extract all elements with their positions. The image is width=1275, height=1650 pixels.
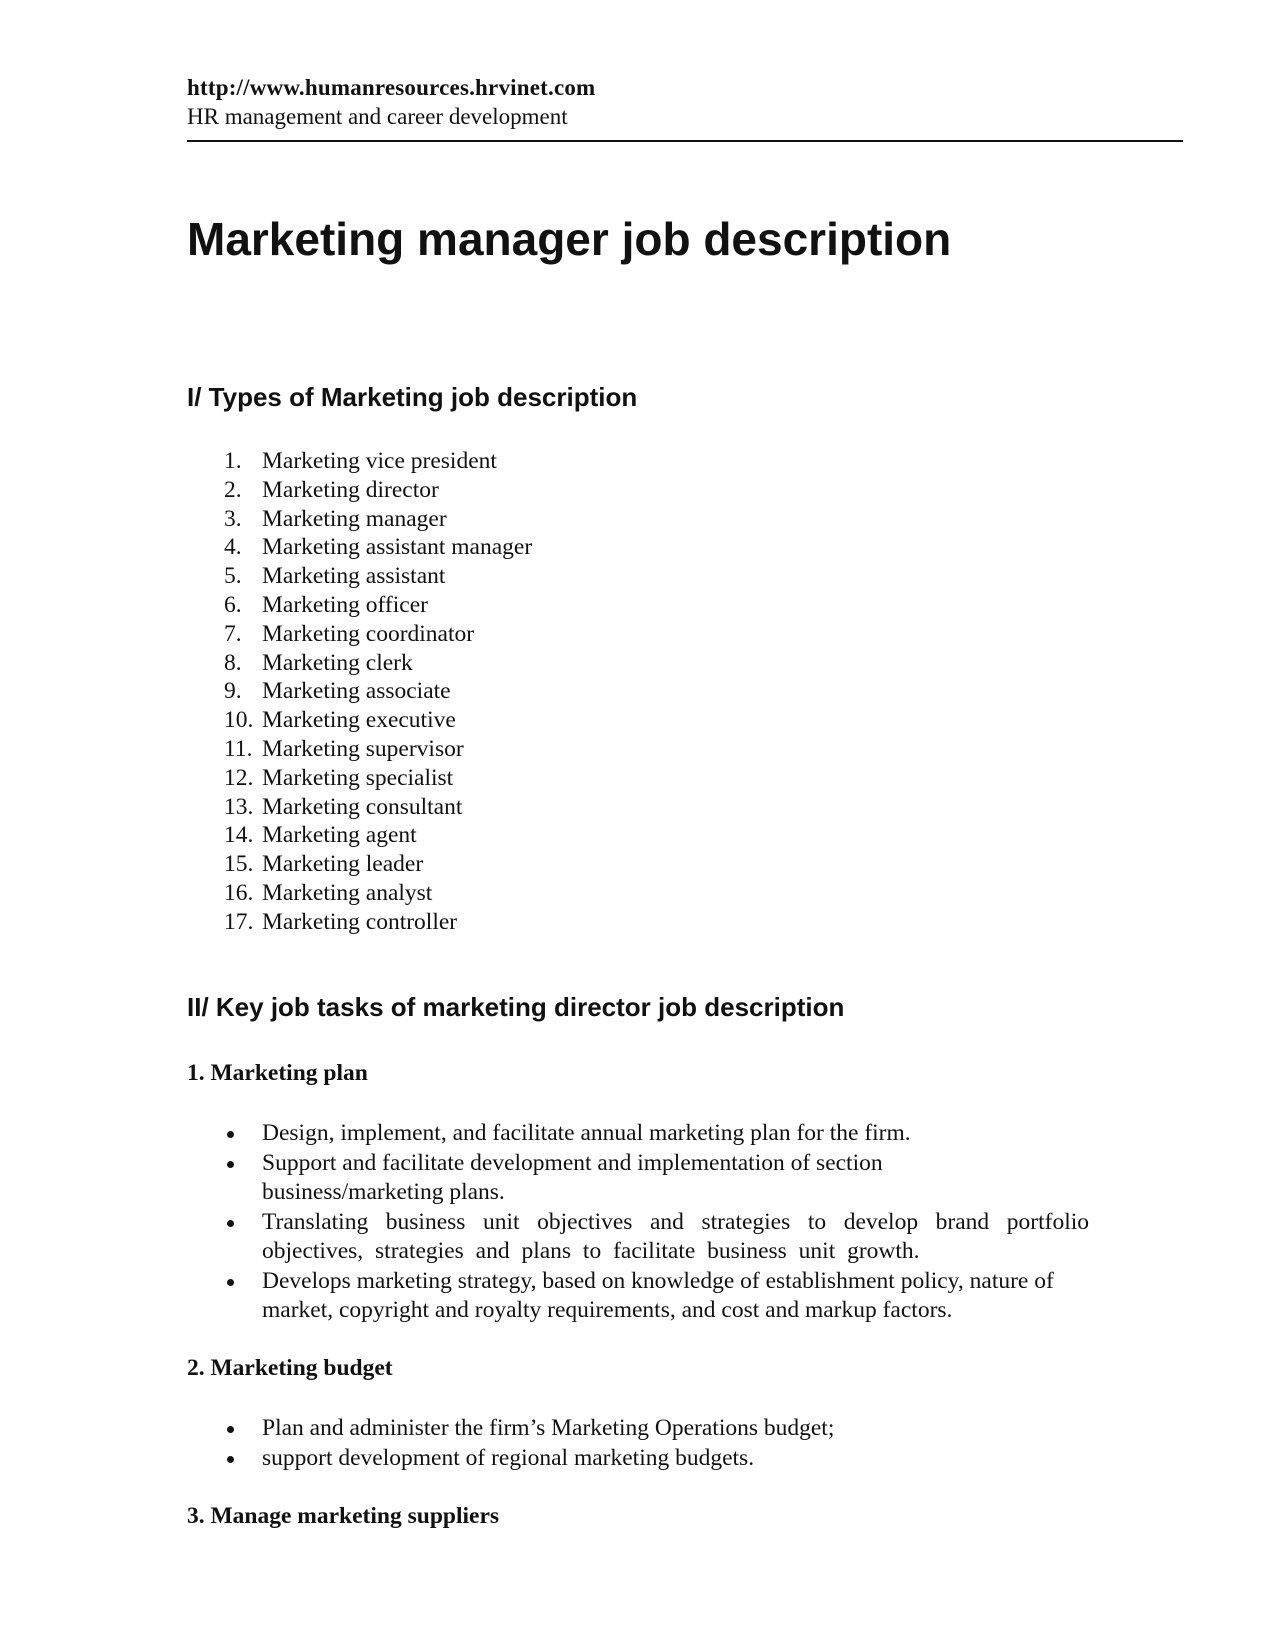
list-item-number: 9. [224, 678, 242, 705]
list-item-text: Marketing controller [262, 908, 458, 935]
bullet-icon [227, 1131, 234, 1138]
list-item [224, 591, 532, 620]
list-item-number: 3. [224, 505, 242, 532]
marketing-budget-bullets [224, 1414, 1089, 1473]
list-item-number: 7. [224, 620, 242, 647]
list-item-number: 16. [224, 879, 254, 906]
bullet-text: Design, implement, and facilitate annual marketing plan for the firm. [262, 1120, 911, 1146]
list-item [224, 533, 532, 562]
list-item-number: 11. [224, 735, 253, 762]
list-item [224, 649, 532, 678]
subsection-heading-marketing-plan: 1. Marketing plan [187, 1060, 368, 1086]
list-item-number: 17. [224, 908, 254, 935]
page-title: Marketing manager job description [187, 213, 952, 265]
list-item-text: Marketing leader [262, 851, 424, 878]
list-item-number: 8. [224, 649, 242, 676]
marketing-plan-bullets [224, 1119, 1089, 1326]
list-item-text: Marketing vice president [262, 448, 497, 474]
list-item [224, 908, 532, 937]
header-url: http://www.humanresources.hrvinet.com [187, 75, 596, 100]
list-item-text: Marketing executive [262, 707, 456, 734]
section2-heading: II/ Key job tasks of marketing director job description [187, 992, 845, 1022]
job-types-list [224, 447, 532, 937]
bullet-text: Support and facilitate development and implementation of section business/marketing plans. [262, 1149, 883, 1205]
bullet-icon [227, 1456, 234, 1463]
bullet-text: Plan and administer the firm’s Marketing Operations budget; [262, 1415, 835, 1441]
list-item [224, 620, 532, 649]
list-item-text: Marketing assistant manager [262, 534, 533, 561]
list-item-text: Marketing officer [262, 591, 428, 618]
bullet-icon [227, 1220, 234, 1227]
bullet-icon [227, 1426, 234, 1433]
list-item-number: 6. [224, 591, 242, 618]
list-item-number: 5. [224, 563, 242, 590]
list-item [224, 677, 532, 706]
list-item [224, 562, 532, 591]
list-item [224, 879, 532, 908]
list-item-number: 10. [224, 707, 254, 734]
list-item-text: Marketing consultant [262, 793, 463, 820]
bullet-icon [227, 1279, 234, 1286]
list-item-text: Marketing clerk [262, 649, 413, 676]
subsection-heading-marketing-suppliers: 3. Manage marketing suppliers [187, 1503, 500, 1529]
list-item [224, 821, 532, 850]
section1-heading: I/ Types of Marketing job description [187, 382, 638, 412]
list-item-text: Marketing director [262, 476, 439, 503]
list-item [224, 1267, 1089, 1326]
list-item [224, 1149, 1089, 1208]
bullet-icon [227, 1161, 234, 1168]
header-tagline: HR management and career development [187, 104, 568, 129]
list-item [224, 850, 532, 879]
list-item-text: Marketing analyst [262, 879, 433, 906]
list-item-number: 1. [224, 448, 242, 474]
list-item-number: 2. [224, 476, 242, 503]
list-item [224, 447, 532, 476]
list-item [224, 1119, 1089, 1149]
list-item [224, 793, 532, 822]
list-item [224, 505, 532, 534]
list-item-number: 15. [224, 851, 254, 878]
list-item [224, 706, 532, 735]
list-item [224, 1208, 1089, 1267]
list-item-text: Marketing specialist [262, 764, 454, 791]
list-item-text: Marketing coordinator [262, 620, 475, 647]
list-item-number: 12. [224, 764, 254, 791]
list-item [224, 1414, 1089, 1444]
list-item-text: Marketing associate [262, 678, 451, 705]
list-item-text: Marketing agent [262, 822, 417, 849]
list-item-number: 13. [224, 793, 254, 820]
list-item-text: Marketing supervisor [262, 735, 464, 762]
header-divider [187, 140, 1183, 142]
list-item-text: Marketing assistant [262, 563, 446, 590]
subsection-heading-marketing-budget: 2. Marketing budget [187, 1355, 393, 1381]
list-item [224, 764, 532, 793]
list-item [224, 1444, 1089, 1474]
list-item-number: 14. [224, 822, 254, 849]
bullet-text: Develops marketing strategy, based on knowledge of establishment policy, nature of market, copyright and royalty requirements, and cost and markup factors. [262, 1267, 1054, 1323]
list-item [224, 735, 532, 764]
list-item-text: Marketing manager [262, 505, 447, 532]
list-item [224, 476, 532, 505]
list-item-number: 4. [224, 534, 242, 561]
bullet-text: support development of regional marketing budgets. [262, 1444, 755, 1471]
bullet-text: Translating business unit objectives and strategies to develop brand portfolio objectives, strategies and plans to facilitate business unit growth. [262, 1208, 1089, 1264]
